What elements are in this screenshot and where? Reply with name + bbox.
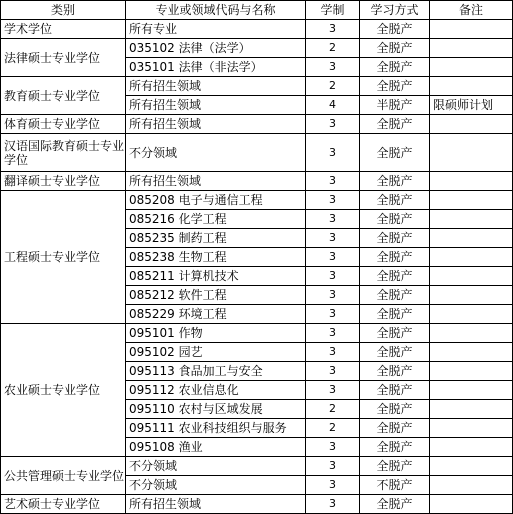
study-mode-cell: 全脱产 (360, 495, 430, 514)
major-cell: 不分领域 (126, 457, 306, 476)
table-row (1, 39, 513, 58)
years-cell: 3 (306, 210, 360, 229)
study-mode-cell: 全脱产 (360, 20, 430, 39)
years-cell: 3 (306, 438, 360, 457)
category-cell: 汉语国际教育硕士专业学位 (1, 134, 126, 172)
major-cell: 095108 渔业 (126, 438, 306, 457)
years-cell: 3 (306, 457, 360, 476)
major-cell: 085212 软件工程 (126, 286, 306, 305)
note-cell (430, 343, 513, 362)
study-mode-cell: 全脱产 (360, 134, 430, 172)
years-cell: 3 (306, 172, 360, 191)
study-mode-cell: 全脱产 (360, 400, 430, 419)
major-cell: 不分领域 (126, 476, 306, 495)
major-cell: 所有招生领域 (126, 96, 306, 115)
major-cell: 095110 农村与区域发展 (126, 400, 306, 419)
study-mode-cell: 全脱产 (360, 305, 430, 324)
study-mode-cell: 全脱产 (360, 210, 430, 229)
years-cell: 3 (306, 134, 360, 172)
major-cell: 085216 化学工程 (126, 210, 306, 229)
note-cell (430, 419, 513, 438)
table-row (1, 324, 513, 343)
major-cell: 所有招生领域 (126, 495, 306, 514)
years-cell: 3 (306, 324, 360, 343)
note-cell (430, 305, 513, 324)
major-cell: 085235 制药工程 (126, 229, 306, 248)
major-cell: 035102 法律（法学） (126, 39, 306, 58)
note-cell (430, 20, 513, 39)
years-cell: 3 (306, 115, 360, 134)
note-cell (430, 362, 513, 381)
study-mode-cell: 全脱产 (360, 419, 430, 438)
study-mode-cell: 不脱产 (360, 476, 430, 495)
study-mode-cell: 全脱产 (360, 39, 430, 58)
years-cell: 3 (306, 58, 360, 77)
study-mode-cell: 全脱产 (360, 229, 430, 248)
note-cell (430, 476, 513, 495)
study-mode-cell: 全脱产 (360, 343, 430, 362)
note-cell (430, 134, 513, 172)
note-cell (430, 77, 513, 96)
years-cell: 3 (306, 267, 360, 286)
table-row (1, 134, 513, 172)
note-cell (430, 267, 513, 286)
major-cell: 085238 生物工程 (126, 248, 306, 267)
note-cell (430, 191, 513, 210)
study-mode-cell: 全脱产 (360, 457, 430, 476)
table-row (1, 191, 513, 210)
study-mode-cell: 全脱产 (360, 286, 430, 305)
study-mode-cell: 全脱产 (360, 58, 430, 77)
years-cell: 3 (306, 248, 360, 267)
note-cell (430, 286, 513, 305)
major-cell: 085229 环境工程 (126, 305, 306, 324)
table-row (1, 115, 513, 134)
category-cell: 公共管理硕士专业学位 (1, 457, 126, 495)
major-cell: 095111 农业科技组织与服务 (126, 419, 306, 438)
note-cell (430, 324, 513, 343)
years-cell: 3 (306, 20, 360, 39)
major-cell: 不分领域 (126, 134, 306, 172)
major-cell: 所有招生领域 (126, 172, 306, 191)
years-cell: 3 (306, 286, 360, 305)
table-row (1, 172, 513, 191)
years-cell: 3 (306, 305, 360, 324)
years-cell: 2 (306, 419, 360, 438)
note-cell (430, 229, 513, 248)
major-cell: 085211 计算机技术 (126, 267, 306, 286)
major-cell: 035101 法律（非法学） (126, 58, 306, 77)
category-cell: 法律硕士专业学位 (1, 39, 126, 77)
category-cell: 体育硕士专业学位 (1, 115, 126, 134)
study-mode-cell: 半脱产 (360, 96, 430, 115)
years-cell: 3 (306, 362, 360, 381)
note-cell (430, 39, 513, 58)
header-note: 备注 (430, 1, 513, 20)
header-category: 类别 (1, 1, 126, 20)
years-cell: 2 (306, 77, 360, 96)
table-row (1, 77, 513, 96)
note-cell (430, 210, 513, 229)
category-cell: 翻译硕士专业学位 (1, 172, 126, 191)
category-cell: 教育硕士专业学位 (1, 77, 126, 115)
study-mode-cell: 全脱产 (360, 248, 430, 267)
study-mode-cell: 全脱产 (360, 381, 430, 400)
header-major: 专业或领域代码与名称 (126, 1, 306, 20)
note-cell (430, 400, 513, 419)
header-row (1, 1, 513, 20)
years-cell: 4 (306, 96, 360, 115)
study-mode-cell: 全脱产 (360, 267, 430, 286)
note-cell (430, 495, 513, 514)
note-cell (430, 115, 513, 134)
category-cell: 艺术硕士专业学位 (1, 495, 126, 514)
years-cell: 2 (306, 39, 360, 58)
years-cell: 3 (306, 476, 360, 495)
table-row (1, 20, 513, 39)
years-cell: 3 (306, 191, 360, 210)
note-cell: 限硕师计划 (430, 96, 513, 115)
category-cell: 农业硕士专业学位 (1, 324, 126, 457)
study-mode-cell: 全脱产 (360, 191, 430, 210)
study-mode-cell: 全脱产 (360, 362, 430, 381)
major-cell: 085208 电子与通信工程 (126, 191, 306, 210)
study-mode-cell: 全脱产 (360, 438, 430, 457)
table-row (1, 495, 513, 514)
years-cell: 3 (306, 495, 360, 514)
major-cell: 所有专业 (126, 20, 306, 39)
major-cell: 095101 作物 (126, 324, 306, 343)
study-mode-cell: 全脱产 (360, 172, 430, 191)
years-cell: 3 (306, 229, 360, 248)
category-cell: 学术学位 (1, 20, 126, 39)
study-mode-cell: 全脱产 (360, 324, 430, 343)
major-cell: 所有招生领域 (126, 115, 306, 134)
category-cell: 工程硕士专业学位 (1, 191, 126, 324)
note-cell (430, 438, 513, 457)
years-cell: 3 (306, 343, 360, 362)
note-cell (430, 457, 513, 476)
study-mode-cell: 全脱产 (360, 115, 430, 134)
major-cell: 095112 农业信息化 (126, 381, 306, 400)
table-row (1, 457, 513, 476)
note-cell (430, 172, 513, 191)
years-cell: 2 (306, 400, 360, 419)
major-cell: 095113 食品加工与安全 (126, 362, 306, 381)
note-cell (430, 248, 513, 267)
table-body (1, 20, 513, 514)
note-cell (430, 58, 513, 77)
years-cell: 3 (306, 381, 360, 400)
major-cell: 095102 园艺 (126, 343, 306, 362)
header-study-mode: 学习方式 (360, 1, 430, 20)
major-cell: 所有招生领域 (126, 77, 306, 96)
header-years: 学制 (306, 1, 360, 20)
note-cell (430, 381, 513, 400)
study-mode-cell: 全脱产 (360, 77, 430, 96)
